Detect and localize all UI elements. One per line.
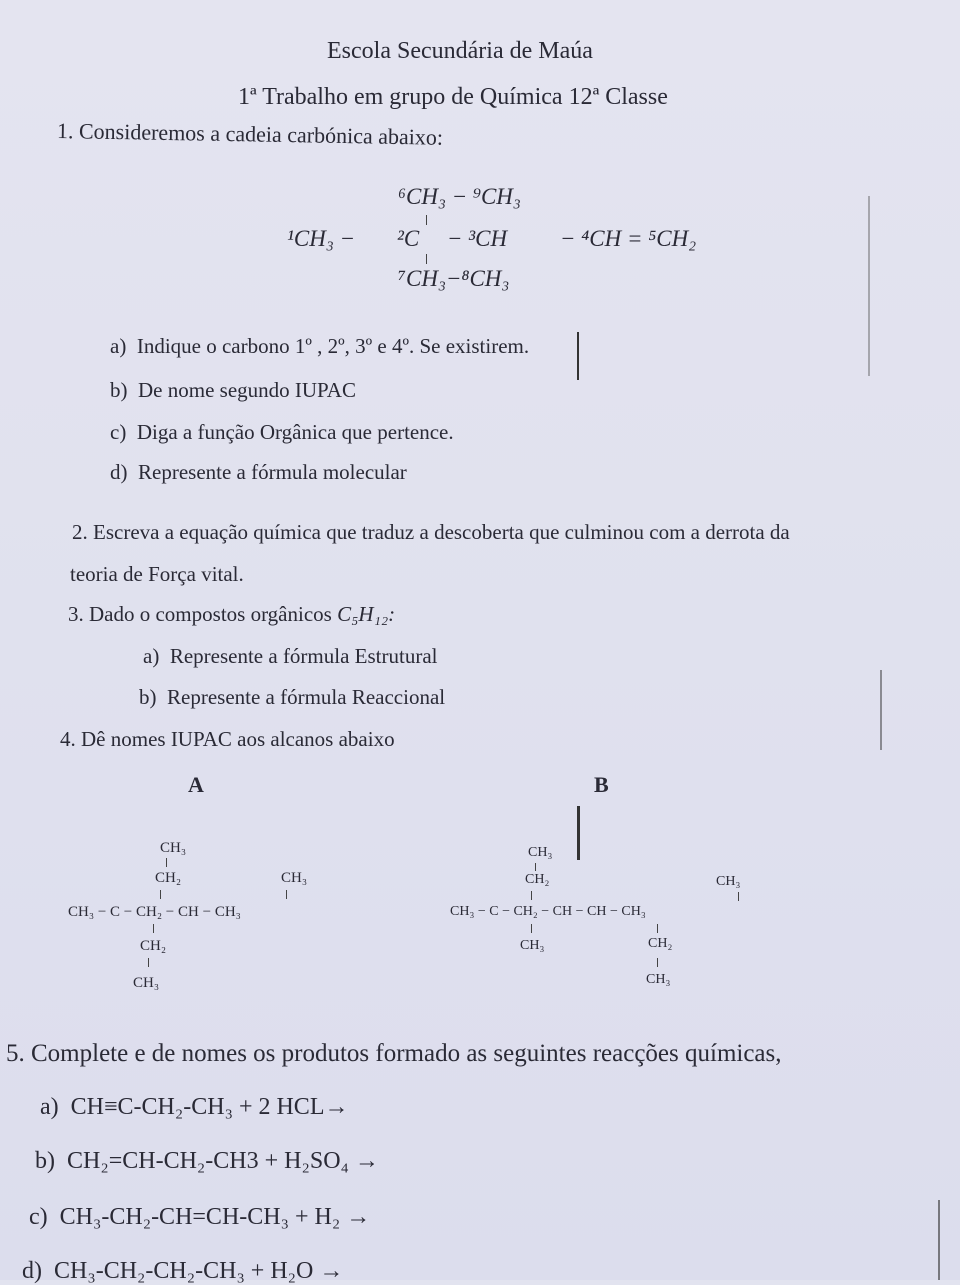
q1-item-b: b) De nome segundo IUPAC bbox=[110, 378, 356, 402]
struct-a-bond-5 bbox=[148, 958, 149, 967]
question-2-line-1: 2. Escreva a equação química que traduz a descoberta que culminou com a derrota da bbox=[72, 520, 790, 544]
struct-b-bond-3 bbox=[738, 892, 739, 901]
struct-a-bot-ch3: CH₃ bbox=[133, 975, 160, 991]
reaction-a: a) CH≡C-CH₂-CH₃ + 2 HCL→ bbox=[40, 1094, 349, 1120]
q1-item-d: d) Represente a fórmula molecular bbox=[110, 460, 407, 484]
struct-b-bond-4 bbox=[531, 924, 532, 933]
q1-item-a: a) Indique o carbono 1º , 2º, 3º e 4º. Se existirem. bbox=[110, 334, 530, 358]
chain-bond-down bbox=[426, 254, 427, 264]
struct-b-top-ch3: CH₃ bbox=[528, 845, 553, 860]
struct-b-main-chain: CH₃ − C − CH₂ − CH − CH − CH₃ bbox=[450, 904, 646, 919]
fold-line-3 bbox=[938, 1200, 940, 1280]
question-1-text: 1. Consideremos a cadeia carbónica abaixo: bbox=[56, 118, 444, 150]
pen-mark-2 bbox=[577, 806, 580, 860]
question-2-line-2: teoria de Força vital. bbox=[70, 562, 244, 586]
fold-line-1 bbox=[868, 196, 870, 376]
struct-a-bot-ch2: CH₂ bbox=[140, 938, 167, 954]
struct-a-bond-1 bbox=[166, 858, 167, 867]
question-4-text: 4. Dê nomes IUPAC aos alcanos abaixo bbox=[60, 727, 395, 751]
structure-b-label: B bbox=[594, 772, 609, 797]
structure-a-label: A bbox=[188, 772, 204, 797]
struct-b-bond-5 bbox=[657, 924, 658, 933]
question-5-text: 5. Complete e de nomes os produtos formado as seguintes reacções químicas, bbox=[6, 1040, 782, 1067]
chain-c3: − ³CH bbox=[447, 226, 508, 251]
chain-c1: ¹CH₃ − bbox=[287, 226, 356, 251]
fold-line-2 bbox=[880, 670, 882, 750]
chain-bottom-branch: ⁷CH₃−⁸CH₃ bbox=[398, 266, 510, 291]
struct-b-bond-2 bbox=[531, 891, 532, 900]
struct-a-branch-ch3: CH₃ bbox=[281, 870, 308, 886]
struct-b-top-ch2: CH₂ bbox=[525, 872, 550, 887]
chain-bond-up bbox=[426, 215, 427, 225]
q3-item-b: b) Represente a fórmula Reaccional bbox=[139, 685, 446, 709]
reaction-d: d) CH₃-CH₂-CH₂-CH₃ + H₂O → bbox=[22, 1258, 344, 1284]
question-3-text: 3. Dado o compostos orgânicos C₅H₁₂: bbox=[68, 602, 396, 626]
struct-a-bond-2 bbox=[160, 890, 161, 899]
reaction-c: c) CH₃-CH₂-CH=CH-CH₃ + H₂ → bbox=[29, 1204, 371, 1230]
chain-c4-c5: − ⁴CH = ⁵CH₂ bbox=[560, 226, 697, 251]
reaction-b: b) CH₂=CH-CH₂-CH3 + H₂SO₄ → bbox=[35, 1148, 379, 1174]
chain-top-branch: ⁶CH₃ − ⁹CH₃ bbox=[398, 184, 521, 209]
assignment-title: 1ª Trabalho em grupo de Química 12ª Classe bbox=[238, 84, 668, 110]
struct-b-branch-ch3: CH₃ bbox=[716, 874, 741, 889]
struct-b-bot-ch3: CH₃ bbox=[520, 938, 545, 953]
struct-a-main-chain: CH₃ − C − CH₂ − CH − CH₃ bbox=[68, 904, 241, 920]
struct-a-bond-3 bbox=[286, 890, 287, 899]
q1-item-c: c) Diga a função Orgânica que pertence. bbox=[110, 420, 454, 444]
struct-a-top-ch3: CH₃ bbox=[160, 840, 187, 856]
struct-b-bot-ch2: CH₂ bbox=[648, 936, 673, 951]
struct-a-top-ch2: CH₂ bbox=[155, 870, 182, 886]
school-name: Escola Secundária de Maúa bbox=[327, 38, 593, 64]
struct-a-bond-4 bbox=[153, 924, 154, 933]
struct-b-bond-1 bbox=[535, 863, 536, 871]
pen-mark-1 bbox=[577, 332, 579, 380]
struct-b-bond-6 bbox=[657, 958, 658, 967]
struct-b-bot-ch3-end: CH₃ bbox=[646, 972, 671, 987]
chain-c2: ²C bbox=[397, 226, 420, 251]
q3-item-a: a) Represente a fórmula Estrutural bbox=[143, 644, 438, 668]
